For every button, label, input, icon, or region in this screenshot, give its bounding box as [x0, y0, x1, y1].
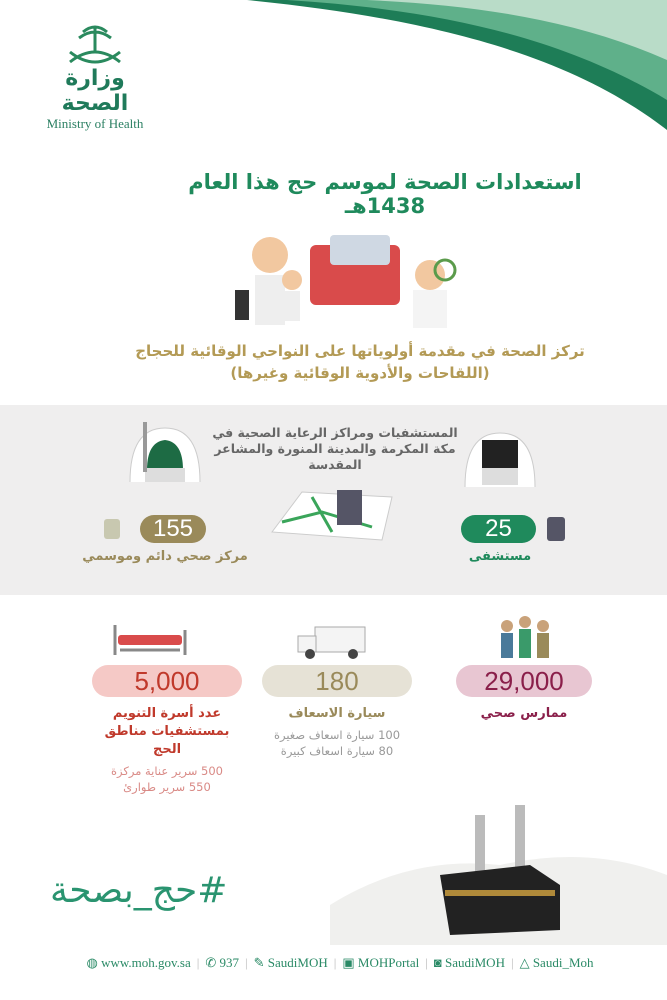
health-centers-count: 155: [140, 515, 206, 543]
ambulances-count: 180: [262, 665, 412, 697]
globe-icon: ◍: [86, 955, 98, 970]
instagram-text: SaudiMOH: [445, 955, 505, 970]
youtube-text: MOHPortal: [357, 955, 420, 970]
clinic-building-icon: [104, 519, 120, 539]
kaaba-icon: [460, 425, 540, 490]
footer-contacts: [70, 955, 610, 971]
logo-english-name: Ministry of Health: [46, 116, 144, 131]
stat-hospital-beds: [92, 665, 242, 795]
pilgrims-doctor-illustration: [230, 225, 470, 330]
icu-beds: 500 سرير عناية مركزة: [111, 764, 223, 778]
beds-label: عدد أسرة التنويم بمستشفيات مناطق الحج: [104, 706, 230, 757]
hospitals-label: مستشفى: [468, 549, 532, 564]
practitioners-count: 29,000: [456, 665, 592, 697]
divider: |: [245, 955, 248, 970]
phone-icon: ✆: [205, 955, 217, 970]
snapchat-icon: △: [519, 955, 530, 970]
er-beds: 550 سرير طوارئ: [123, 780, 211, 794]
youtube-link[interactable]: [342, 955, 419, 971]
instagram-icon: ◙: [433, 955, 442, 970]
practitioners-label: ممارس صحي: [480, 706, 568, 721]
kaaba-sketch-illustration: [330, 795, 667, 945]
beds-count: 5,000: [92, 665, 242, 697]
twitter-link[interactable]: [254, 955, 328, 971]
website-text: www.moh.gov.sa: [101, 955, 191, 970]
phone-text: 937: [219, 955, 240, 970]
header-swoosh-decoration: [247, 0, 667, 130]
stat-practitioners: [456, 665, 592, 723]
twitter-icon: ✎: [253, 955, 265, 970]
hashtag: #حج_بصحة: [50, 870, 228, 911]
twitter-text: SaudiMOH: [267, 955, 328, 970]
snapchat-text: Saudi_Moh: [532, 955, 594, 970]
hospital-building-icon: [547, 517, 565, 541]
prevention-focus-text: [120, 340, 600, 384]
divider: |: [425, 955, 428, 970]
health-centers-label: مركز صحي دائم وموسمي: [82, 549, 248, 564]
snapchat-link[interactable]: [520, 955, 594, 971]
hospitals-count: 25: [461, 515, 536, 543]
small-ambulances: 100 سيارة اسعاف صغيرة: [273, 728, 401, 742]
page-title: استعدادات الصحة لموسم حج هذا العام 1438هـ: [188, 170, 582, 218]
divider: |: [196, 955, 200, 970]
phone-link[interactable]: [205, 955, 239, 971]
subtitle-line-1: تركز الصحة في مقدمة أولوياتها على النواحي الوقائية للحجاج: [135, 342, 585, 360]
moh-logo: [30, 22, 160, 142]
hospital-bed-icon: [110, 620, 190, 660]
subtitle-line-2: (اللقاحات والأدوية الوقائية وغيرها): [230, 364, 490, 382]
ambulance-icon: [295, 622, 370, 660]
ambulances-label: سيارة الاسعاف: [288, 706, 386, 721]
youtube-icon: ▣: [342, 955, 355, 970]
stat-ambulances: [262, 665, 412, 759]
palm-swords-icon: [65, 22, 125, 67]
city-map-illustration: [262, 482, 402, 542]
instagram-link[interactable]: [434, 955, 505, 971]
prophet-mosque-icon: [125, 420, 205, 485]
divider: |: [333, 955, 337, 970]
website-link[interactable]: [87, 955, 191, 971]
large-ambulances: 80 سيارة اسعاف كبيرة: [280, 744, 394, 758]
logo-arabic-name: وزارة الصحة: [61, 66, 129, 116]
divider: |: [510, 955, 514, 970]
facilities-heading: المستشفيات ومراكز الرعاية الصحية في مكة المكرمة والمدينة المنورة والمشاعر المقدسة: [212, 425, 458, 472]
health-practitioners-icon: [495, 612, 555, 662]
